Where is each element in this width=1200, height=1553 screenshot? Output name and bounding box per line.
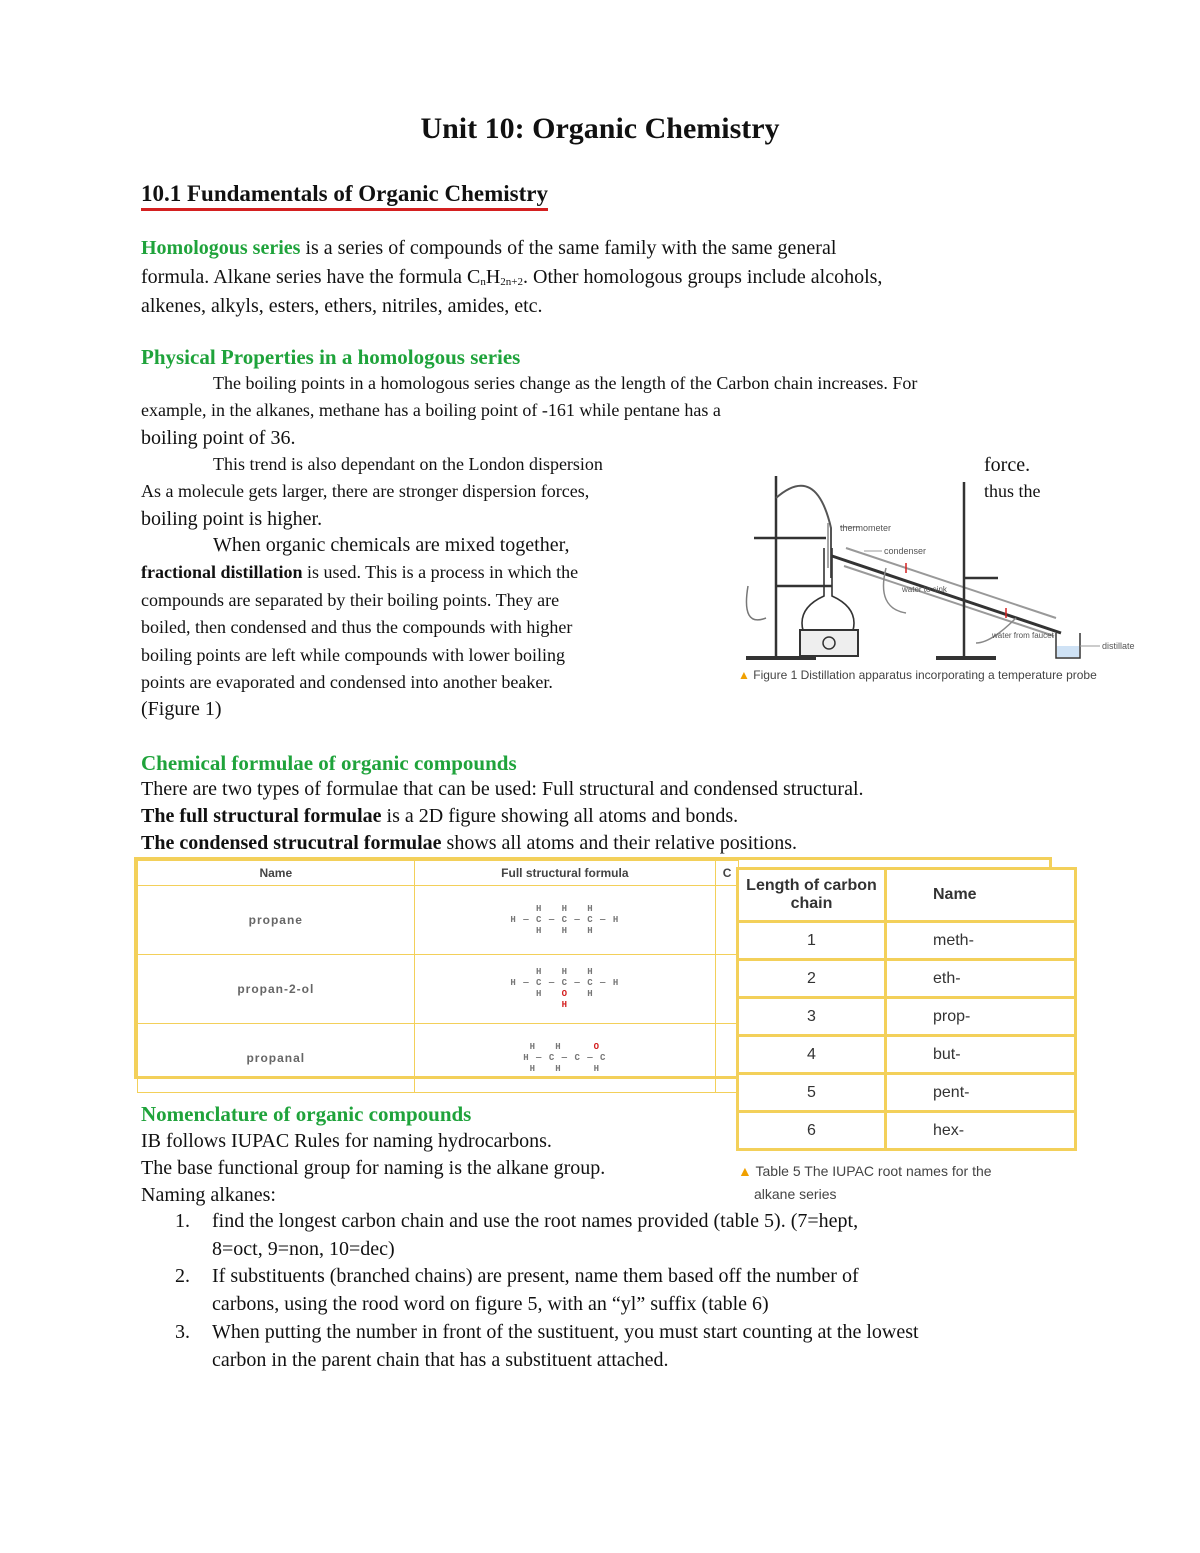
chemical-line-3	[141, 830, 797, 857]
formula-text: formula. Alkane series have the formula C	[141, 266, 481, 288]
formula-sub-2n2: 2n+2	[500, 276, 524, 288]
label-condenser: condenser	[884, 546, 927, 556]
propanal-structure: H H O H — C — C — C H H H	[414, 1024, 715, 1093]
list-item	[175, 1319, 1055, 1375]
physical-p3-l7: (Figure 1)	[141, 698, 222, 720]
propan-2-ol-structure: H H H H — C — C — C — H H O H H	[414, 955, 715, 1024]
physical-p3-l4: boiled, then condensed and thus the compounds with higher	[141, 617, 573, 637]
chemical-line-1: There are two types of formulae that can be used: Full structural and condensed structural.	[141, 778, 864, 800]
physical-p1-l1: The boiling points in a homologous series change as the length of the Carbon chain increases. For	[213, 373, 918, 393]
table-row	[738, 998, 1076, 1036]
iupac-root-names-table	[736, 867, 1077, 1151]
row-propane: propane	[138, 886, 415, 955]
caption-triangle-icon: ▲	[738, 1163, 752, 1179]
physical-p2-l3: boiling point is higher.	[141, 508, 323, 530]
list-item-line-1: When putting the number in front of the sustituent, you must start counting at the lowest	[212, 1321, 919, 1343]
homologous-line-1	[141, 235, 836, 262]
row-propanal: propanal	[138, 1024, 415, 1093]
physical-p1-l3: boiling point of 36.	[141, 427, 296, 449]
homologous-term: Homologous series	[141, 237, 301, 259]
fractional-distillation-term: fractional distillation	[141, 562, 303, 582]
distillation-figure	[736, 468, 1146, 686]
caption-triangle-icon: ▲	[738, 668, 750, 682]
chemical-line-2	[141, 803, 738, 830]
iupac-header-length: Length of carbon chain	[738, 869, 886, 922]
iupac-length-cell: 5	[738, 1074, 886, 1112]
list-number: 3.	[175, 1321, 190, 1343]
figure1-caption-text: Figure 1 Distillation apparatus incorporating a temperature probe	[753, 668, 1097, 682]
formula-h: H	[485, 266, 501, 288]
iupac-length-cell: 6	[738, 1112, 886, 1150]
iupac-name-cell: meth-	[886, 922, 1076, 960]
physical-p2-l1: This trend is also dependant on the London dispersion	[213, 454, 603, 474]
physical-p2-l1-right: force.	[984, 454, 1031, 476]
list-item-line-2: carbons, using the rood word on figure 5, with an “yl” suffix (table 6)	[212, 1293, 769, 1315]
physical-p3-l2	[141, 559, 578, 586]
nomenclature-line-3: Naming alkanes:	[141, 1184, 276, 1206]
col-header-c: C	[716, 861, 739, 886]
col-header-full-formula: Full structural formula	[414, 861, 715, 886]
page-title: Unit 10: Organic Chemistry	[420, 112, 780, 145]
iupac-name-cell: eth-	[886, 960, 1076, 998]
physical-p3-l5: boiling points are left while compounds with lower boiling	[141, 645, 565, 665]
physical-p2-l2-right: thus the	[984, 481, 1041, 501]
iupac-length-cell: 1	[738, 922, 886, 960]
iupac-name-cell: but-	[886, 1036, 1076, 1074]
iupac-length-cell: 4	[738, 1036, 886, 1074]
section-heading: 10.1 Fundamentals of Organic Chemistry	[141, 180, 548, 211]
table5-caption-l1: Table 5 The IUPAC root names for the	[755, 1163, 992, 1179]
list-number: 1.	[175, 1210, 190, 1232]
label-thermometer: thermometer	[840, 523, 892, 533]
propane-structure: H H H H — C — C — C — H H H H	[414, 886, 715, 955]
physical-p3-l1: When organic chemicals are mixed together,	[213, 534, 570, 556]
physical-p2-l2: As a molecule gets larger, there are stronger dispersion forces,	[141, 481, 590, 501]
list-number: 2.	[175, 1265, 190, 1287]
physical-heading: Physical Properties in a homologous series	[141, 345, 521, 369]
table-row	[738, 1036, 1076, 1074]
table-row	[738, 922, 1076, 960]
chemical-heading: Chemical formulae of organic compounds	[141, 751, 517, 775]
table5-caption-l2: alkane series	[754, 1186, 837, 1202]
iupac-name-cell: hex-	[886, 1112, 1076, 1150]
naming-steps-list	[175, 1208, 1055, 1378]
formula-post: . Other homologous groups include alcohols,	[523, 266, 883, 288]
chemical-line-3-rest: shows all atoms and their relative positions.	[441, 832, 798, 854]
label-water-faucet: water from faucet	[992, 631, 1054, 640]
table5-caption	[738, 1163, 992, 1179]
homologous-line-2	[141, 264, 882, 296]
iupac-length-cell: 3	[738, 998, 886, 1036]
iupac-name-cell: prop-	[886, 998, 1076, 1036]
nomenclature-heading: Nomenclature of organic compounds	[141, 1102, 472, 1126]
physical-p1-l2: example, in the alkanes, methane has a boiling point of -161 while pentane has a	[141, 400, 721, 420]
row-propan-2-ol: propan-2-ol	[138, 955, 415, 1024]
label-water-sink: water to sink	[902, 585, 947, 594]
iupac-header-name: Name	[886, 869, 1076, 922]
condensed-structural-term: The condensed strucutral formulae	[141, 832, 442, 854]
homologous-text: is a series of compounds of the same family with the same general	[300, 237, 837, 259]
nomenclature-line-1: IB follows IUPAC Rules for naming hydrocarbons.	[141, 1130, 552, 1152]
distillation-apparatus-illustration	[736, 468, 1146, 686]
physical-p3-l2-rest: is used. This is a process in which the	[302, 562, 579, 582]
table-row	[738, 1074, 1076, 1112]
list-item	[175, 1263, 1055, 1319]
figure1-caption	[738, 668, 1097, 682]
physical-p3-l6: points are evaporated and condensed into another beaker.	[141, 672, 553, 692]
table-row	[738, 960, 1076, 998]
chemical-line-2-rest: is a 2D figure showing all atoms and bonds.	[381, 805, 739, 827]
full-structural-term: The full structural formulae	[141, 805, 382, 827]
list-item-line-1: If substituents (branched chains) are present, name them based off the number of	[212, 1265, 859, 1287]
table-row	[738, 1112, 1076, 1150]
list-item-line-2: 8=oct, 9=non, 10=dec)	[212, 1238, 395, 1260]
iupac-name-cell: pent-	[886, 1074, 1076, 1112]
list-item-line-2: carbon in the parent chain that has a substituent attached.	[212, 1349, 669, 1371]
list-item	[175, 1208, 1055, 1264]
homologous-line-3: alkenes, alkyls, esters, ethers, nitriles, amides, etc.	[141, 295, 543, 317]
label-distillate: distillate	[1102, 641, 1135, 651]
list-item-line-1: find the longest carbon chain and use the root names provided (table 5). (7=hept,	[212, 1210, 859, 1232]
nomenclature-line-2: The base functional group for naming is the alkane group.	[141, 1157, 606, 1179]
iupac-length-cell: 2	[738, 960, 886, 998]
physical-p3-l3: compounds are separated by their boiling points. They are	[141, 590, 560, 610]
col-header-name: Name	[138, 861, 415, 886]
formula-sub-n: n	[480, 276, 486, 288]
